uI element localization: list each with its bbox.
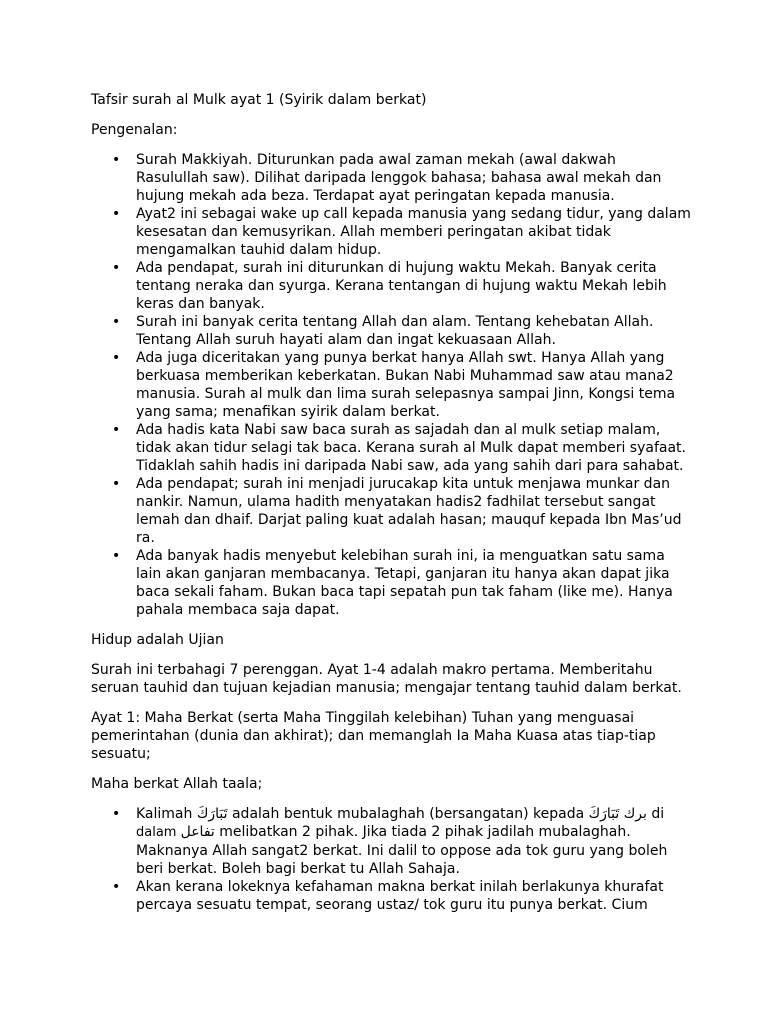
bullet-icon: • [112,260,121,276]
bullet-icon: • [112,152,121,168]
arabic-word-tafaaul: تفاعل [180,824,215,840]
arabic-word-barak: برك [623,806,647,822]
list-item [91,421,691,475]
arabic-word-tabaraka: تَبَارَكَ [196,806,228,822]
list-item-text: Surah Makkiyah. Diturunkan pada awal zaman mekah (awal dakwah Rasulullah saw). Dilihat daripada lenggok bahasa; bahasa awal mekah dan hujung mekah ada beza. Terdapat ayat peringatan kepada manusia. [136,152,662,204]
list-item-text: Ayat2 ini sebagai wake up call kepada manusia yang sedang tidur, yang dalam kesesatan dan kemusyrikan. Allah memberi peringatan akibat tidak mengamalkan tauhid dalam hidup. [136,206,691,258]
list-item [91,205,691,259]
bullet-icon: • [112,806,121,822]
intro-bullet-list [91,151,691,619]
bullet-icon: • [112,350,121,366]
paragraph-ayat-1: Ayat 1: Maha Berkat (serta Maha Tinggilah kelebihan) Tuhan yang menguasai pemerintahan (dunia dan akhirat); dan memanglah Ia Maha Kuasa atas tiap-tiap sesuatu; [91,710,656,762]
list-item [91,313,691,349]
maha-berkat-bullet-list [91,805,691,914]
arabic-word-tabaraka-2: تَبَارَكَ [588,806,620,822]
document-page [91,91,691,926]
document-title: Tafsir surah al Mulk ayat 1 (Syirik dalam berkat) [91,92,427,108]
list-item [91,259,691,313]
list-item [91,349,691,421]
intro-heading: Pengenalan: [91,122,178,138]
list-item [91,878,691,914]
kalimah-text-5: melibatkan 2 pihak. Jika tiada 2 pihak jadilah mubalaghah. Maknanya Allah sangat2 berkat. Ini dalil to oppose ada tok guru yang boleh beri berkat. Boleh bagi berkat tu Allah Sahaja. [136,824,668,877]
list-item-text: Ada pendapat, surah ini diturunkan di hujung waktu Mekah. Banyak cerita tentang neraka dan syurga. Kerana tentangan di hujung waktu Mekah lebih keras dan banyak. [136,260,667,312]
kalimah-text-1: Kalimah [136,806,197,822]
section-heading: Hidup adalah Ujian [91,632,224,648]
maha-berkat-heading: Maha berkat Allah taala; [91,776,263,792]
list-item-text: Ada banyak hadis menyebut kelebihan surah ini, ia menguatkan satu sama lain akan ganjaran membacanya. Tetapi, ganjaran itu hanya akan dapat jika baca sekali faham. Bukan baca tapi sepatah pun tak faham (like me). Hanya pahala membaca saja dapat. [136,548,673,618]
list-item-text: Akan kerana lokeknya kefahaman makna berkat inilah berlakunya khurafat percaya sesuatu tempat, seorang ustaz/ tok guru itu punya berkat. Cium [136,879,664,913]
list-item [91,151,691,205]
list-item-text: Ada juga diceritakan yang punya berkat hanya Allah swt. Hanya Allah yang berkuasa memberikan keberkatan. Bukan Nabi Muhammad saw atau mana2 manusia. Surah al mulk dan lima surah selepasnya sampai Jinn, Kongsi tema yang sama; menafikan syirik dalam berkat. [136,350,676,420]
list-item-text: Ada pendapat; surah ini menjadi jurucakap kita untuk menjawa munkar dan nankir. Namun, ulama hadith menyatakan hadis2 fadhilat tersebut sangat lemah dan dhaif. Darjat paling kuat adalah hasan; mauquf kepada Ibn Mas’ud ra. [136,476,682,546]
paragraph-structure: Surah ini terbahagi 7 perenggan. Ayat 1-4 adalah makro pertama. Memberitahu seruan tauhid dan tujuan kejadian manusia; mengajar tentang tauhid dalam berkat. [91,662,682,696]
bullet-icon: • [112,548,121,564]
kalimah-text-2: adalah bentuk mubalaghah (bersangatan) kepada [227,806,589,822]
kalimah-text-3: di [646,806,665,822]
bullet-icon: • [112,422,121,438]
list-item-text: Surah ini banyak cerita tentang Allah dan alam. Tentang kehebatan Allah. Tentang Allah suruh hayati alam dan ingat kekuasaan Allah. [136,314,654,348]
kalimah-text-4: dalam [136,825,181,840]
list-item [91,547,691,619]
bullet-icon: • [112,206,121,222]
bullet-icon: • [112,879,121,895]
bullet-icon: • [112,476,121,492]
bullet-icon: • [112,314,121,330]
list-item [91,475,691,547]
list-item [91,805,691,878]
list-item-text: Ada hadis kata Nabi saw baca surah as sajadah dan al mulk setiap malam, tidak akan tidur selagi tak baca. Kerana surah al Mulk dapat memberi syafaat. Tidaklah sahih hadis ini daripada Nabi saw, ada yang sahih dari para sahabat. [136,422,686,474]
